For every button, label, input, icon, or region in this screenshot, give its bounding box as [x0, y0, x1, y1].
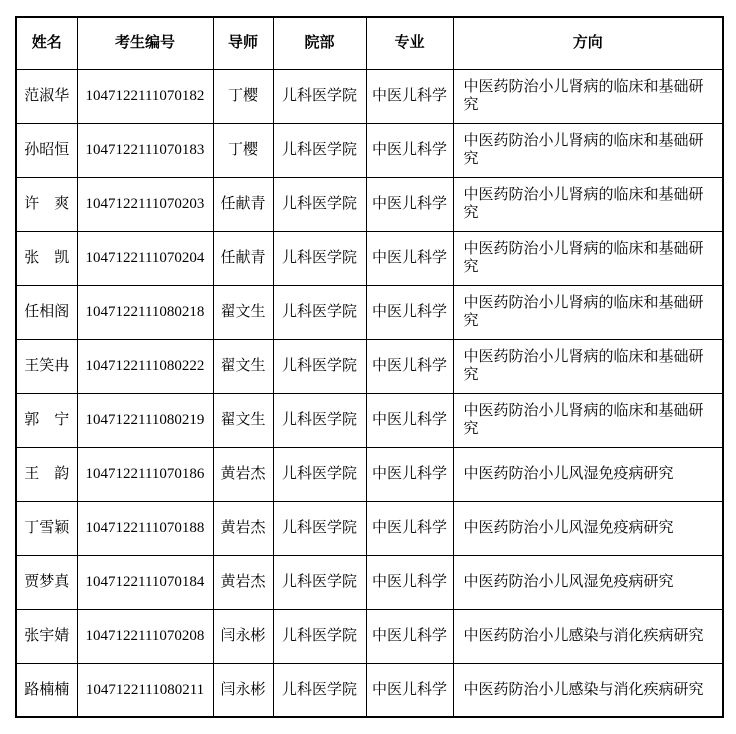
table-row	[16, 231, 723, 285]
cell-advisor: 翟文生	[213, 339, 273, 393]
cell-id: 1047122111080218	[77, 285, 213, 339]
column-header-direction: 方向	[453, 17, 723, 69]
cell-major: 中医儿科学	[366, 663, 453, 717]
cell-major: 中医儿科学	[366, 69, 453, 123]
cell-id: 1047122111070186	[77, 447, 213, 501]
cell-direction: 中医药防治小儿感染与消化疾病研究	[453, 663, 723, 717]
cell-dept: 儿科医学院	[273, 393, 366, 447]
cell-major: 中医儿科学	[366, 609, 453, 663]
cell-dept: 儿科医学院	[273, 285, 366, 339]
table-row	[16, 447, 723, 501]
cell-direction: 中医药防治小儿肾病的临床和基础研究	[453, 393, 723, 447]
cell-id: 1047122111070203	[77, 177, 213, 231]
column-header-dept: 院部	[273, 17, 366, 69]
cell-dept: 儿科医学院	[273, 177, 366, 231]
table-body	[16, 69, 723, 717]
column-header-name: 姓名	[16, 17, 77, 69]
table-row	[16, 339, 723, 393]
table-row	[16, 393, 723, 447]
table-row	[16, 285, 723, 339]
cell-name: 张 凯	[16, 231, 77, 285]
cell-name: 许 爽	[16, 177, 77, 231]
cell-dept: 儿科医学院	[273, 69, 366, 123]
cell-id: 1047122111070184	[77, 555, 213, 609]
cell-major: 中医儿科学	[366, 447, 453, 501]
cell-direction: 中医药防治小儿肾病的临床和基础研究	[453, 177, 723, 231]
cell-name: 郭 宁	[16, 393, 77, 447]
cell-id: 1047122111080211	[77, 663, 213, 717]
table-row	[16, 501, 723, 555]
cell-major: 中医儿科学	[366, 231, 453, 285]
table-row	[16, 609, 723, 663]
cell-advisor: 翟文生	[213, 285, 273, 339]
cell-advisor: 黄岩杰	[213, 447, 273, 501]
cell-name: 王笑冉	[16, 339, 77, 393]
cell-dept: 儿科医学院	[273, 339, 366, 393]
cell-advisor: 丁樱	[213, 123, 273, 177]
cell-id: 1047122111070183	[77, 123, 213, 177]
table-row	[16, 663, 723, 717]
header-row	[16, 17, 723, 69]
cell-dept: 儿科医学院	[273, 555, 366, 609]
column-header-major: 专业	[366, 17, 453, 69]
cell-direction: 中医药防治小儿感染与消化疾病研究	[453, 609, 723, 663]
cell-dept: 儿科医学院	[273, 663, 366, 717]
admissions-table-container	[15, 16, 724, 718]
cell-advisor: 闫永彬	[213, 609, 273, 663]
cell-name: 孙昭恒	[16, 123, 77, 177]
column-header-advisor: 导师	[213, 17, 273, 69]
cell-major: 中医儿科学	[366, 285, 453, 339]
cell-id: 1047122111080222	[77, 339, 213, 393]
table-row	[16, 69, 723, 123]
cell-major: 中医儿科学	[366, 501, 453, 555]
cell-direction: 中医药防治小儿肾病的临床和基础研究	[453, 285, 723, 339]
cell-id: 1047122111080219	[77, 393, 213, 447]
cell-name: 王 韵	[16, 447, 77, 501]
cell-dept: 儿科医学院	[273, 447, 366, 501]
cell-name: 范淑华	[16, 69, 77, 123]
cell-advisor: 任献青	[213, 231, 273, 285]
cell-id: 1047122111070188	[77, 501, 213, 555]
cell-dept: 儿科医学院	[273, 123, 366, 177]
cell-id: 1047122111070182	[77, 69, 213, 123]
cell-dept: 儿科医学院	[273, 501, 366, 555]
cell-direction: 中医药防治小儿肾病的临床和基础研究	[453, 123, 723, 177]
cell-advisor: 任献青	[213, 177, 273, 231]
cell-dept: 儿科医学院	[273, 231, 366, 285]
cell-name: 贾梦真	[16, 555, 77, 609]
cell-name: 任相阁	[16, 285, 77, 339]
table-row	[16, 123, 723, 177]
cell-name: 丁雪颖	[16, 501, 77, 555]
admissions-table	[15, 16, 724, 718]
cell-major: 中医儿科学	[366, 177, 453, 231]
cell-advisor: 黄岩杰	[213, 555, 273, 609]
cell-name: 路楠楠	[16, 663, 77, 717]
cell-advisor: 黄岩杰	[213, 501, 273, 555]
cell-direction: 中医药防治小儿肾病的临床和基础研究	[453, 231, 723, 285]
table-row	[16, 177, 723, 231]
cell-major: 中医儿科学	[366, 555, 453, 609]
cell-major: 中医儿科学	[366, 339, 453, 393]
cell-dept: 儿科医学院	[273, 609, 366, 663]
cell-major: 中医儿科学	[366, 123, 453, 177]
column-header-id: 考生编号	[77, 17, 213, 69]
cell-major: 中医儿科学	[366, 393, 453, 447]
cell-direction: 中医药防治小儿风湿免疫病研究	[453, 447, 723, 501]
cell-direction: 中医药防治小儿风湿免疫病研究	[453, 555, 723, 609]
cell-advisor: 闫永彬	[213, 663, 273, 717]
cell-direction: 中医药防治小儿肾病的临床和基础研究	[453, 69, 723, 123]
cell-name: 张宇婧	[16, 609, 77, 663]
cell-advisor: 丁樱	[213, 69, 273, 123]
table-row	[16, 555, 723, 609]
cell-direction: 中医药防治小儿肾病的临床和基础研究	[453, 339, 723, 393]
cell-id: 1047122111070208	[77, 609, 213, 663]
cell-advisor: 翟文生	[213, 393, 273, 447]
cell-id: 1047122111070204	[77, 231, 213, 285]
cell-direction: 中医药防治小儿风湿免疫病研究	[453, 501, 723, 555]
